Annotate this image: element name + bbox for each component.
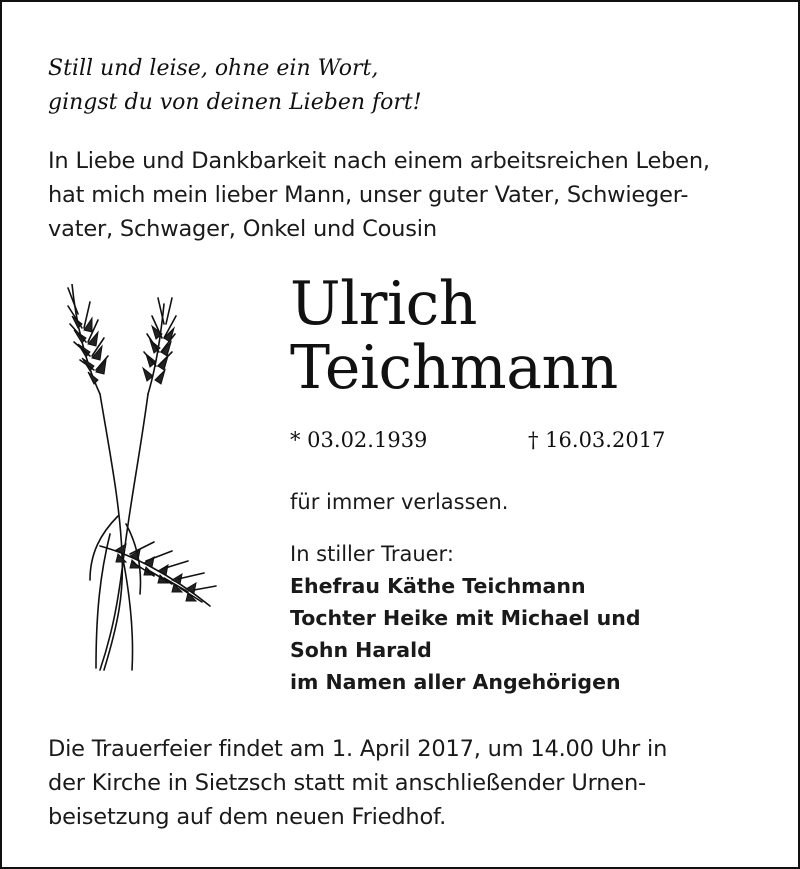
funeral-info <box>48 732 768 834</box>
death-date: † 16.03.2017 <box>528 428 666 452</box>
mourners-block <box>290 538 641 698</box>
mourner-line: Tochter Heike mit Michael und <box>290 606 641 630</box>
deceased-name <box>290 269 618 403</box>
wheat-ears-icon <box>60 284 220 674</box>
first-name: Ulrich <box>290 269 477 339</box>
intro-text <box>48 144 768 246</box>
left-statement: für immer verlassen. <box>290 490 509 514</box>
quote-line-2: gingst du von deinen Lieben fort! <box>48 90 422 115</box>
quote-line-1: Still und leise, ohne ein Wort, <box>48 56 379 81</box>
mourner-line: Sohn Harald <box>290 638 432 662</box>
mourner-line: im Namen aller Angehörigen <box>290 670 621 694</box>
mourners-heading: In stiller Trauer: <box>290 542 454 566</box>
intro-line-2: hat mich mein lieber Mann, unser guter Vater, Schwieger- <box>48 182 689 208</box>
intro-line-1: In Liebe und Dankbarkeit nach einem arbeitsreichen Leben, <box>48 148 710 174</box>
last-name: Teichmann <box>290 333 618 403</box>
birth-date: * 03.02.1939 <box>290 428 428 452</box>
funeral-line-2: der Kirche in Sietzsch statt mit anschließender Urnen- <box>48 770 646 796</box>
funeral-line-3: beisetzung auf dem neuen Friedhof. <box>48 804 447 830</box>
memorial-quote <box>48 52 422 120</box>
intro-line-3: vater, Schwager, Onkel und Cousin <box>48 216 437 242</box>
mourner-line: Ehefrau Käthe Teichmann <box>290 574 586 598</box>
funeral-line-1: Die Trauerfeier findet am 1. April 2017, um 14.00 Uhr in <box>48 736 668 762</box>
